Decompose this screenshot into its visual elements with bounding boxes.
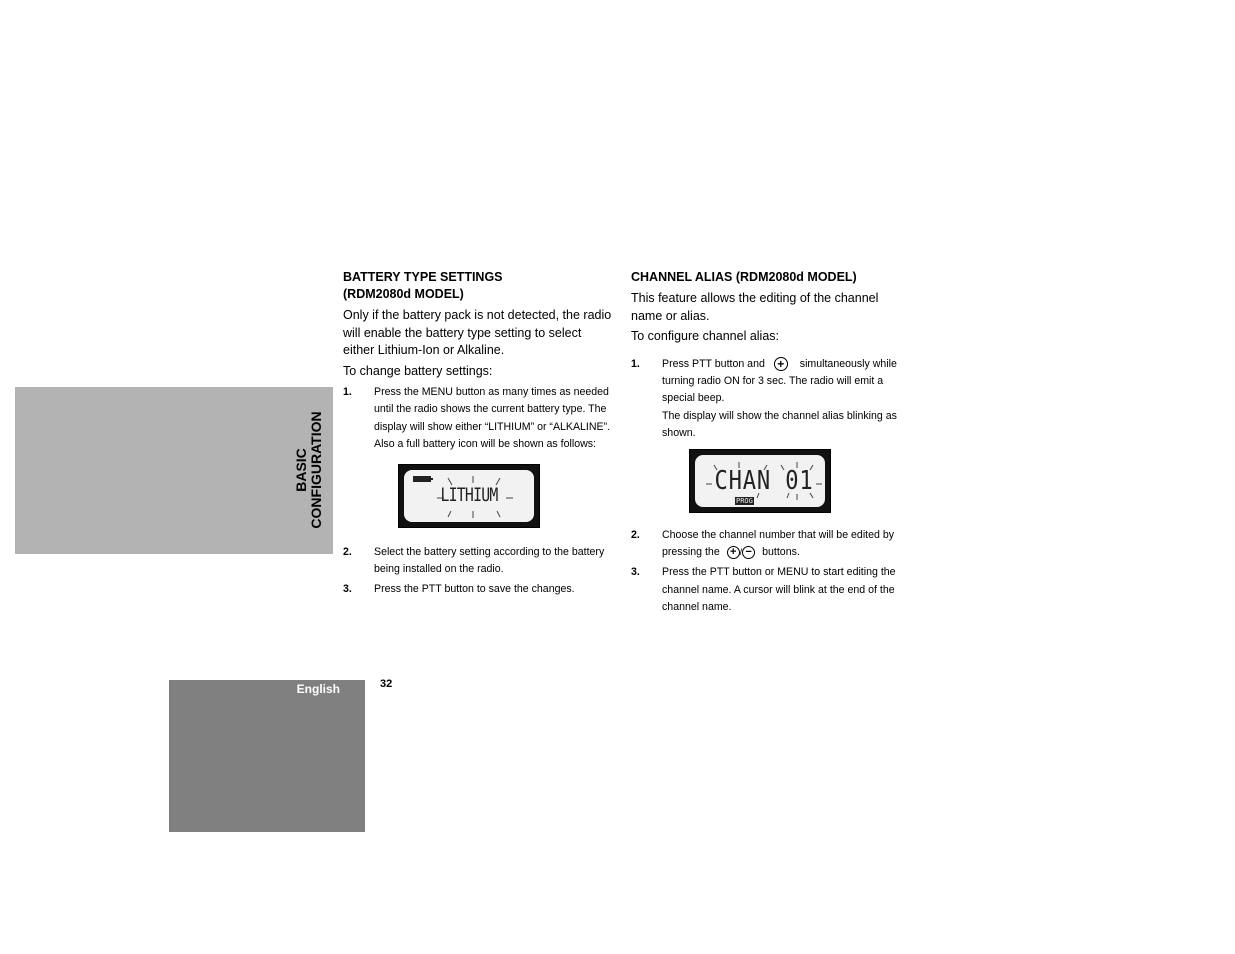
- battery-steps: [343, 384, 613, 454]
- section-title-line2: CONFIGURATION: [308, 411, 324, 529]
- step-number: 1.: [631, 357, 640, 370]
- lcd-display-channel: [689, 449, 831, 513]
- channel-alias-intro: This feature allows the editing of the channel name or alias.: [631, 291, 879, 323]
- step-number: 2.: [343, 545, 352, 558]
- channel-alias-lead: To configure channel alias:: [631, 329, 780, 343]
- step-text: Press the PTT button to save the changes.: [374, 583, 575, 596]
- list-item: [343, 581, 613, 598]
- step-number: 2.: [631, 528, 640, 541]
- step-text: Press the MENU button as many times as needed until the radio shows the current battery type. The display will show either “LITHIUM” or “ALKALINE”. Also a full battery icon will be shown as follows:: [374, 386, 611, 451]
- channel-alias-steps: [631, 356, 901, 443]
- section-title-line1: BASIC: [293, 448, 309, 492]
- step-text: simultaneously while turning radio ON for 3 sec. The radio will emit a special beep.: [662, 357, 897, 405]
- list-item: [631, 564, 901, 616]
- language-box: [169, 680, 365, 832]
- language-label: English: [296, 682, 340, 696]
- plus-button-icon: +: [727, 546, 740, 559]
- step-number: 1.: [343, 386, 352, 398]
- step-text: Choose the channel number that will be edited by pressing the: [662, 528, 895, 558]
- lcd-display-lithium: [398, 464, 540, 528]
- battery-heading-line2: (RDM2080d MODEL): [343, 287, 464, 301]
- step-text: Select the battery setting according to the battery being installed on the radio.: [374, 545, 605, 576]
- lcd-text: CHAN 01: [714, 465, 814, 496]
- plus-button-icon: +: [774, 357, 788, 371]
- step-text: The display will show the channel alias blinking as shown.: [662, 409, 897, 440]
- step-text: Press PTT button and: [662, 357, 765, 370]
- minus-button-icon: −: [742, 546, 755, 559]
- section-title: [286, 405, 332, 535]
- list-item: [631, 527, 901, 562]
- step-number: 3.: [343, 583, 352, 596]
- battery-steps-cont: [343, 544, 613, 599]
- battery-heading: [343, 269, 613, 303]
- step-text: Press the PTT button or MENU to start editing the channel name. A cursor will blink at the end of the channel name.: [662, 566, 896, 614]
- channel-alias-section: [631, 269, 901, 620]
- prog-badge: PROG: [736, 496, 753, 505]
- slash-separator: /: [739, 546, 743, 557]
- page-number: 32: [380, 678, 393, 690]
- battery-type-section: [343, 269, 613, 602]
- battery-heading-line1: BATTERY TYPE SETTINGS: [343, 270, 503, 284]
- lcd-text: LITHIUM: [440, 483, 498, 506]
- channel-alias-steps-cont: [631, 527, 901, 617]
- list-item: [343, 544, 613, 579]
- list-item: [631, 356, 901, 443]
- battery-intro: Only if the battery pack is not detected, the radio will enable the battery type setting to select either Lithium-Ion or Alkaline.: [343, 308, 612, 357]
- step-number: 3.: [631, 566, 640, 579]
- channel-alias-heading: CHANNEL ALIAS (RDM2080d MODEL): [631, 270, 857, 284]
- step-text: buttons.: [762, 545, 800, 558]
- battery-lead: To change battery settings:: [343, 363, 493, 378]
- list-item: [343, 384, 613, 454]
